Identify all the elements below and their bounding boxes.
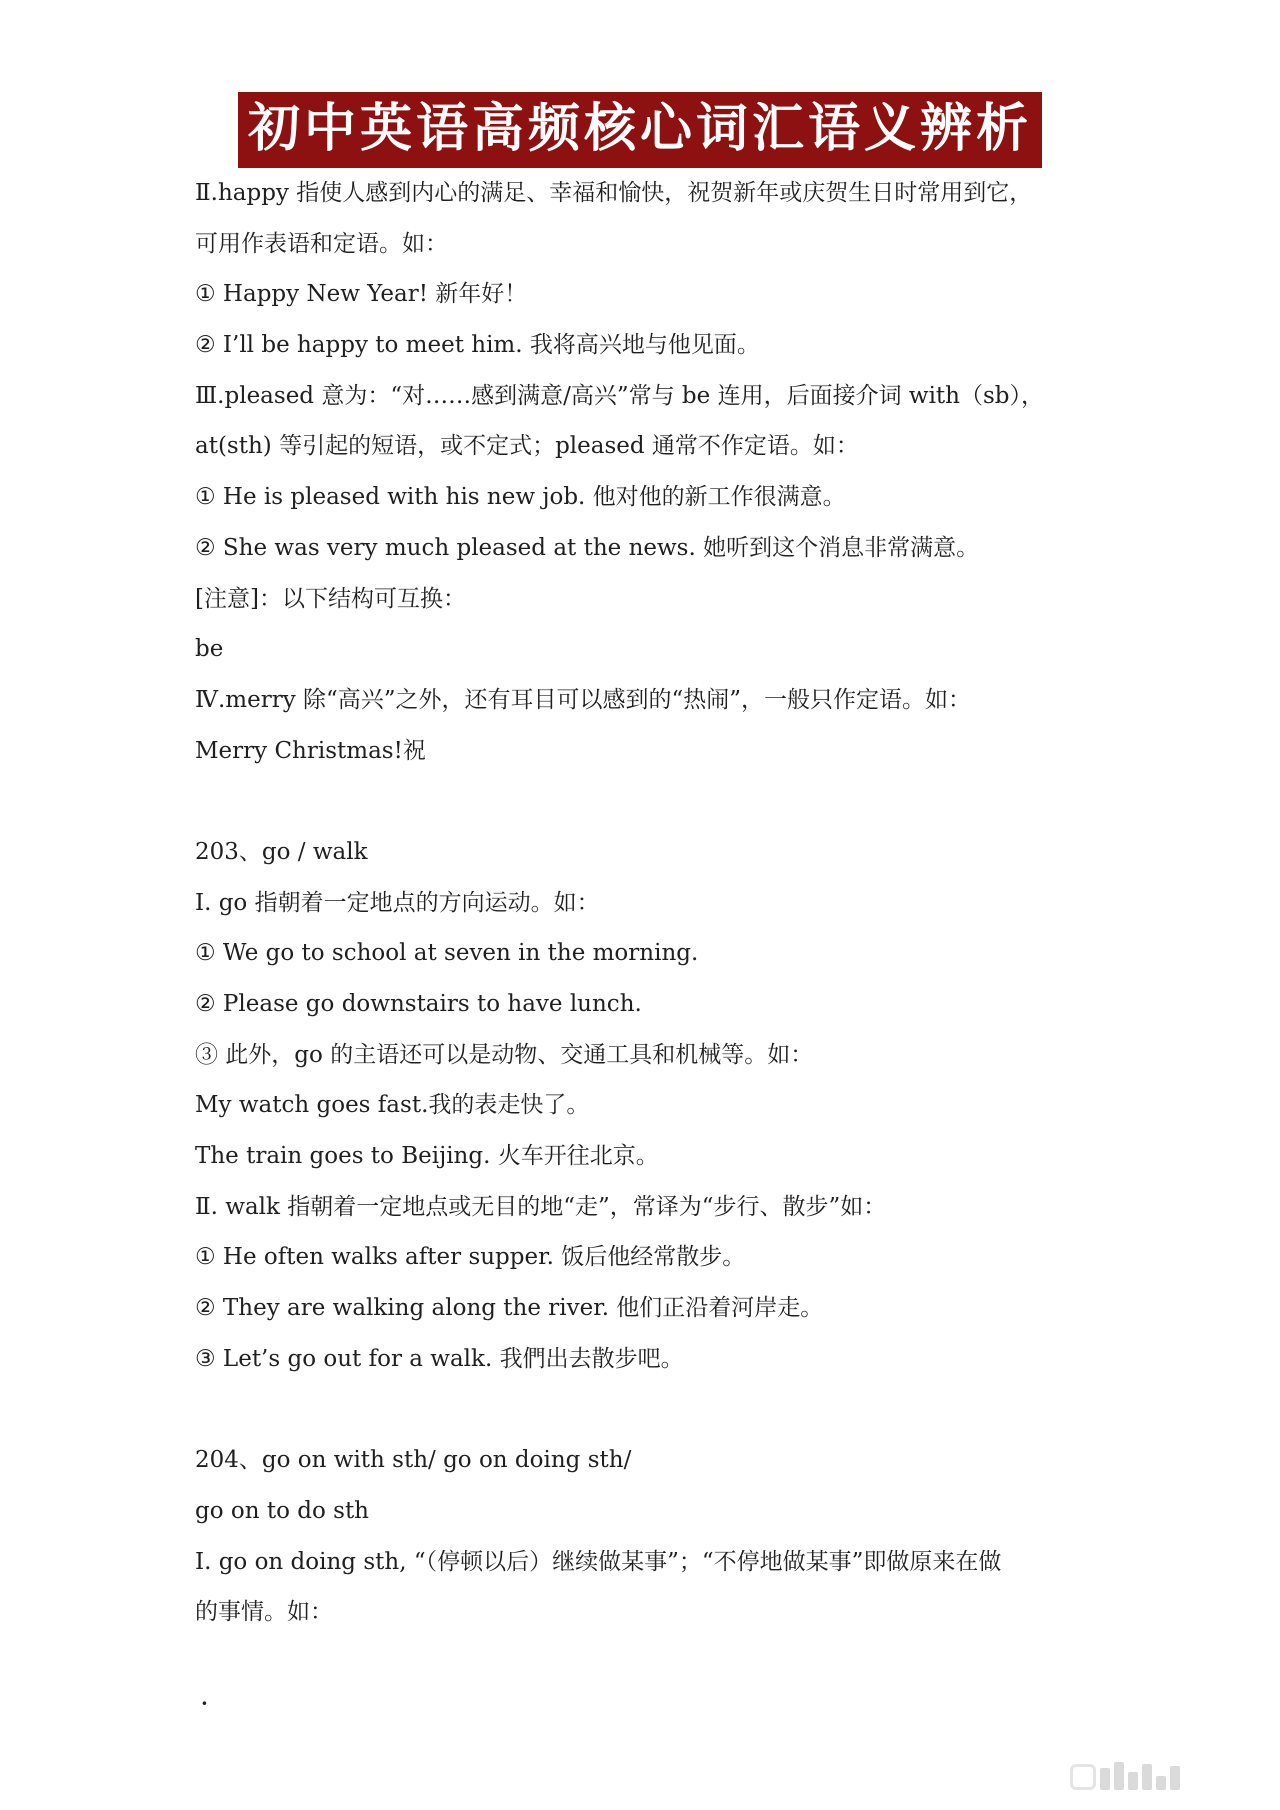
text-line: ③ Let’s go out for a walk. 我們出去散步吧。 — [195, 1345, 684, 1372]
watermark-bar-icon — [1156, 1776, 1166, 1790]
text-line: go on to do sth — [195, 1497, 369, 1524]
text-line: Ⅱ.happy 指使人感到内心的满足、幸福和愉快，祝贺新年或庆贺生日时常用到它， — [195, 180, 1033, 206]
section-heading-204: 204、go on with sth/ go on doing sth/ — [195, 1447, 632, 1474]
watermark-bar-icon — [1170, 1766, 1180, 1790]
text-line: 的事情。如： — [195, 1599, 333, 1626]
text-line: Ⅰ. go on doing sth, “（停顿以后）继续做某事”；“不停地做某事”即做原来在做 — [195, 1548, 1002, 1575]
text-line: ① He often walks after supper. 饭后他经常散步。 — [195, 1244, 746, 1271]
watermark-bar-icon — [1128, 1772, 1138, 1790]
text-line: ① Happy New Year! 新年好！ — [195, 281, 528, 308]
watermark-box-icon — [1070, 1764, 1096, 1790]
text-line: Ⅲ.pleased 意为：“对……感到满意/高兴”常与 be 连用，后面接介词 with（sb）， — [195, 382, 1045, 409]
text-line: The train goes to Beijing. 火车开往北京。 — [195, 1143, 659, 1170]
text-line: 可用作表语和定语。如： — [195, 230, 448, 257]
watermark-bar-icon — [1142, 1764, 1152, 1790]
text-line: ② She was very much pleased at the news. 她听到这个消息非常满意。 — [195, 534, 980, 561]
text-line: ① We go to school at seven in the morning. — [195, 940, 699, 967]
blank-line — [195, 1385, 1115, 1436]
text-line: at(sth) 等引起的短语，或不定式；pleased 通常不作定语。如： — [195, 433, 859, 460]
text-line: ② Please go downstairs to have lunch. — [195, 991, 642, 1017]
text-line: be — [195, 636, 224, 663]
watermark-logo — [1070, 1758, 1240, 1790]
bullet-dot: · — [200, 1687, 209, 1720]
text-line: ③ 此外，go 的主语还可以是动物、交通工具和机械等。如： — [195, 1041, 814, 1068]
document-body — [195, 168, 1115, 1638]
watermark-bar-icon — [1100, 1768, 1110, 1790]
text-line: ② I’ll be happy to meet him. 我将高兴地与他见面。 — [195, 332, 760, 359]
text-line: Ⅰ. go 指朝着一定地点的方向运动。如： — [195, 889, 600, 916]
title-wrap — [0, 92, 1280, 168]
text-line: Merry Christmas!祝 — [195, 737, 426, 764]
text-line: Ⅱ. walk 指朝着一定地点或无目的地“走”，常译为“步行、散步”如： — [195, 1193, 887, 1220]
watermark-bar-icon — [1114, 1762, 1124, 1790]
page-title: 初中英语高频核心词汇语义辨析 — [238, 92, 1042, 168]
text-line: [注意]：以下结构可互换： — [195, 585, 466, 612]
text-line: ② They are walking along the river. 他们正沿着河岸走。 — [195, 1295, 824, 1322]
text-line: Ⅳ.merry 除“高兴”之外，还有耳目可以感到的“热闹”，一般只作定语。如： — [195, 686, 972, 713]
section-heading-203: 203、go / walk — [195, 838, 368, 865]
blank-line — [195, 776, 1115, 827]
text-line: My watch goes fast.我的表走快了。 — [195, 1092, 590, 1119]
text-line: ① He is pleased with his new job. 他对他的新工作很满意。 — [195, 484, 846, 511]
